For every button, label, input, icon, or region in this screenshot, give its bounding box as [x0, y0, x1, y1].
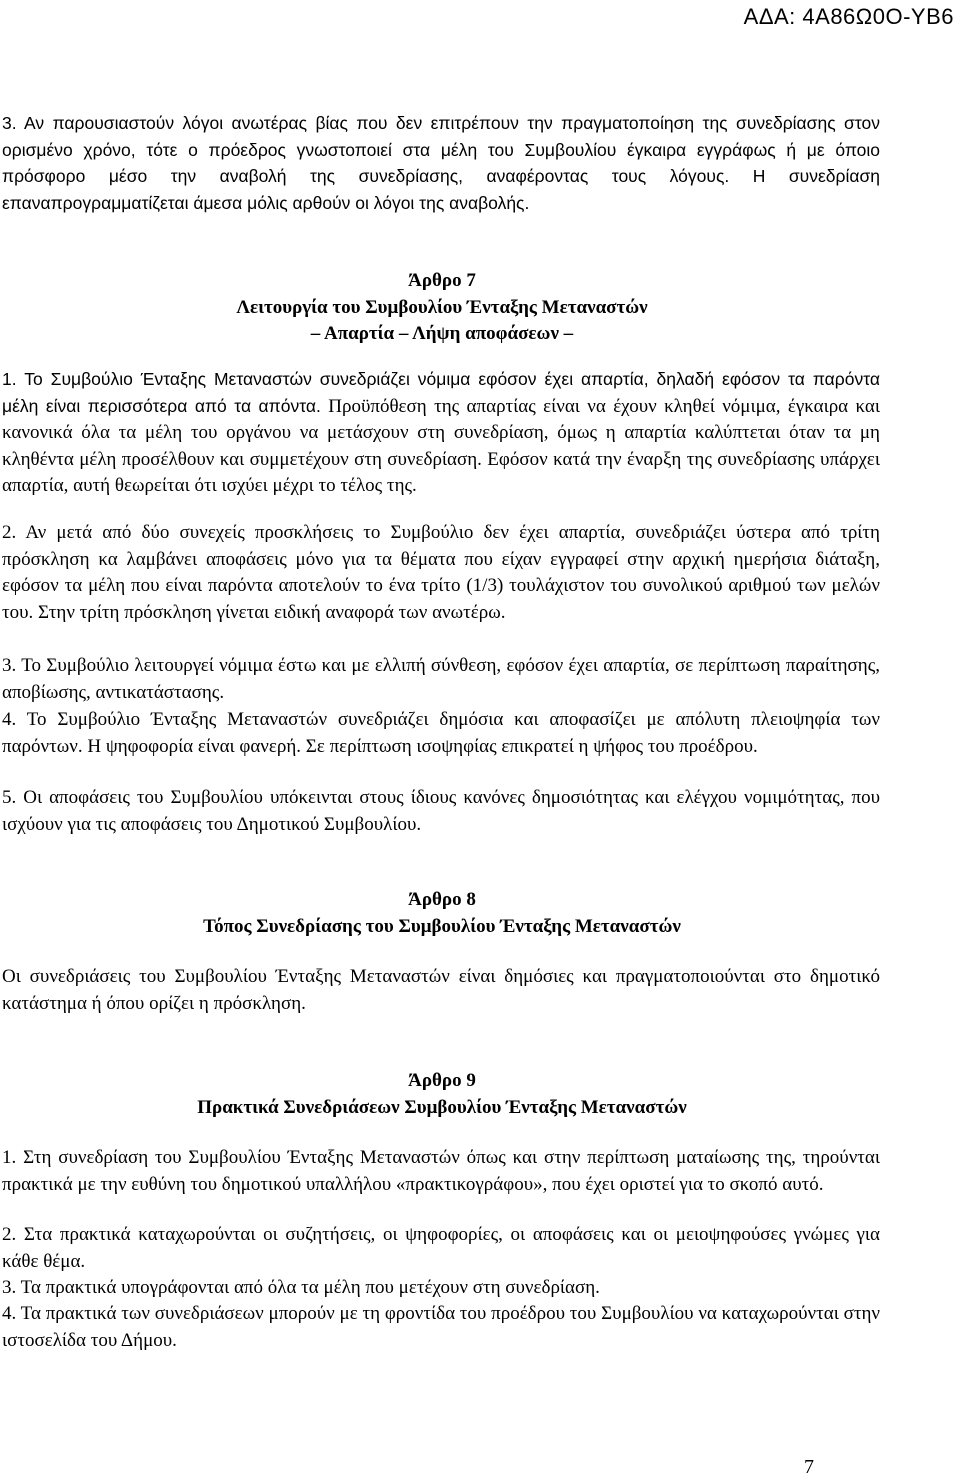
article-title: Λειτουργία του Συμβουλίου Ένταξης Μεταναστών [236, 296, 648, 318]
paragraph-sans-part: 1. Το Συμβούλιο Ένταξης Μεταναστών συνεδριάζει νόμιμα εφόσον έχει απαρτία, δηλαδή εφόσον τα παρόντα μέλη είναι περισσότερα από τα απόντα. [2, 369, 880, 416]
paragraph-3-postponement: 3. Αν παρουσιαστούν λόγοι ανωτέρας βίας που δεν επιτρέπουν την πραγματοποίηση της συνεδρίασης στον ορισμένο χρόνο, τότε ο πρόεδρος γνωστοποιεί στα μέλη του Συμβουλίου έγκαιρα εγγράφως ή με όποιο πρόσφορο μέσο την αναβολή της συνεδρίασης, αναφέροντας τους λόγους. Η συνεδρίαση επαναπρογραμματίζεται άμεσα μόλις αρθούν οι λόγοι της αναβολής. [2, 113, 880, 213]
article-number: Άρθρο 7 [408, 270, 476, 291]
article-8-heading [0, 887, 884, 940]
article-7-heading [0, 268, 884, 348]
ada-code: ΑΔΑ: 4Α86Ω0Ο-ΥΒ6 [743, 4, 954, 29]
article-7-paragraph-1 [2, 366, 880, 500]
article-9-paragraph-1: 1. Στη συνεδρίαση του Συμβουλίου Ένταξης Μεταναστών όπως και στην περίπτωση ματαίωσης της, τηρούνται πρακτικά με την ευθύνη του δημοτικού υπαλλήλου «πρακτικογράφου», που έχει οριστεί για το σκοπό αυτό. [2, 1147, 880, 1195]
article-7-paragraph-5: 5. Οι αποφάσεις του Συμβουλίου υπόκεινται στους ίδιους κανόνες δημοσιότητας και ελέγχου νομιμότητας, που ισχύουν για τις αποφάσεις του Δημοτικού Συμβουλίου. [2, 787, 880, 835]
article-number: Άρθρο 8 [408, 889, 476, 910]
article-9-paragraph-3: 3. Τα πρακτικά υπογράφονται από όλα τα μέλη που μετέχουν στη συνεδρίαση. [2, 1277, 600, 1298]
article-7-paragraph-3: 3. Το Συμβούλιο λειτουργεί νόμιμα έστω και με ελλιπή σύνθεση, εφόσον έχει απαρτία, σε περίπτωση παραίτησης, αποβίωσης, αντικατάστασης. [2, 655, 880, 703]
page-number: 7 [804, 1456, 814, 1478]
article-number: Άρθρο 9 [408, 1070, 476, 1091]
article-title: Τόπος Συνεδρίασης του Συμβουλίου Ένταξης Μεταναστών [203, 915, 681, 937]
article-title: Πρακτικά Συνεδριάσεων Συμβουλίου Ένταξης Μεταναστών [197, 1096, 687, 1118]
article-7-paragraph-2: 2. Αν μετά από δύο συνεχείς προσκλήσεις το Συμβούλιο δεν έχει απαρτία, συνεδριάζει ύστερα από τρίτη πρόσκληση κα λαμβάνει αποφάσεις μόνο για τα θέματα που είχαν εγγραφεί στην αρχική ημερήσια διάταξη, εφόσον τα μέλη που είναι παρόντα αποτελούν το ένα τρίτο (1/3) τουλάχιστον του συνολικού αριθμού των μελών του. Στην τρίτη πρόσκληση γίνεται ειδική αναφορά των ανωτέρω. [2, 522, 880, 623]
paragraph-serif-part: Προϋπόθεση της απαρτίας είναι να έχουν κληθεί νόμιμα, έγκαιρα και κανονικά όλα τα μέλη του οργάνου να μετάσχουν στη συνεδρίαση, όμως η απαρτία καλύπτεται όταν τα μη κληθέντα μέλη προσέλθουν και συμμετέχουν στη συνεδρίαση. Εφόσον κατά την έναρξη της συνεδρίασης υπάρχει απαρτία, αυτή θεωρείται ότι ισχύει μέχρι το τέλος της. [2, 395, 880, 497]
article-7-paragraph-4: 4. Το Συμβούλιο Ένταξης Μεταναστών συνεδριάζει δημόσια και αποφασίζει με απόλυτη πλειοψηφία των παρόντων. Η ψηφοφορία είναι φανερή. Σε περίπτωση ισοψηφίας επικρατεί η ψήφος του προέδρου. [2, 709, 880, 757]
article-subtitle: – Απαρτία – Λήψη αποφάσεων – [310, 323, 574, 345]
article-9-heading [0, 1068, 884, 1121]
article-8-paragraph: Οι συνεδριάσεις του Συμβουλίου Ένταξης Μεταναστών είναι δημόσιες και πραγματοποιούνται στο δημοτικό κατάστημα ή όπου ορίζει η πρόσκληση. [2, 966, 880, 1014]
article-9-paragraph-4: 4. Τα πρακτικά των συνεδριάσεων μπορούν με τη φροντίδα του προέδρου του Συμβουλίου να καταχωρούνται στην ιστοσελίδα του Δήμου. [2, 1303, 880, 1351]
article-9-paragraph-2: 2. Στα πρακτικά καταχωρούνται οι συζητήσεις, οι ψηφοφορίες, οι αποφάσεις και οι μειοψηφούσες γνώμες για κάθε θέμα. [2, 1224, 880, 1272]
